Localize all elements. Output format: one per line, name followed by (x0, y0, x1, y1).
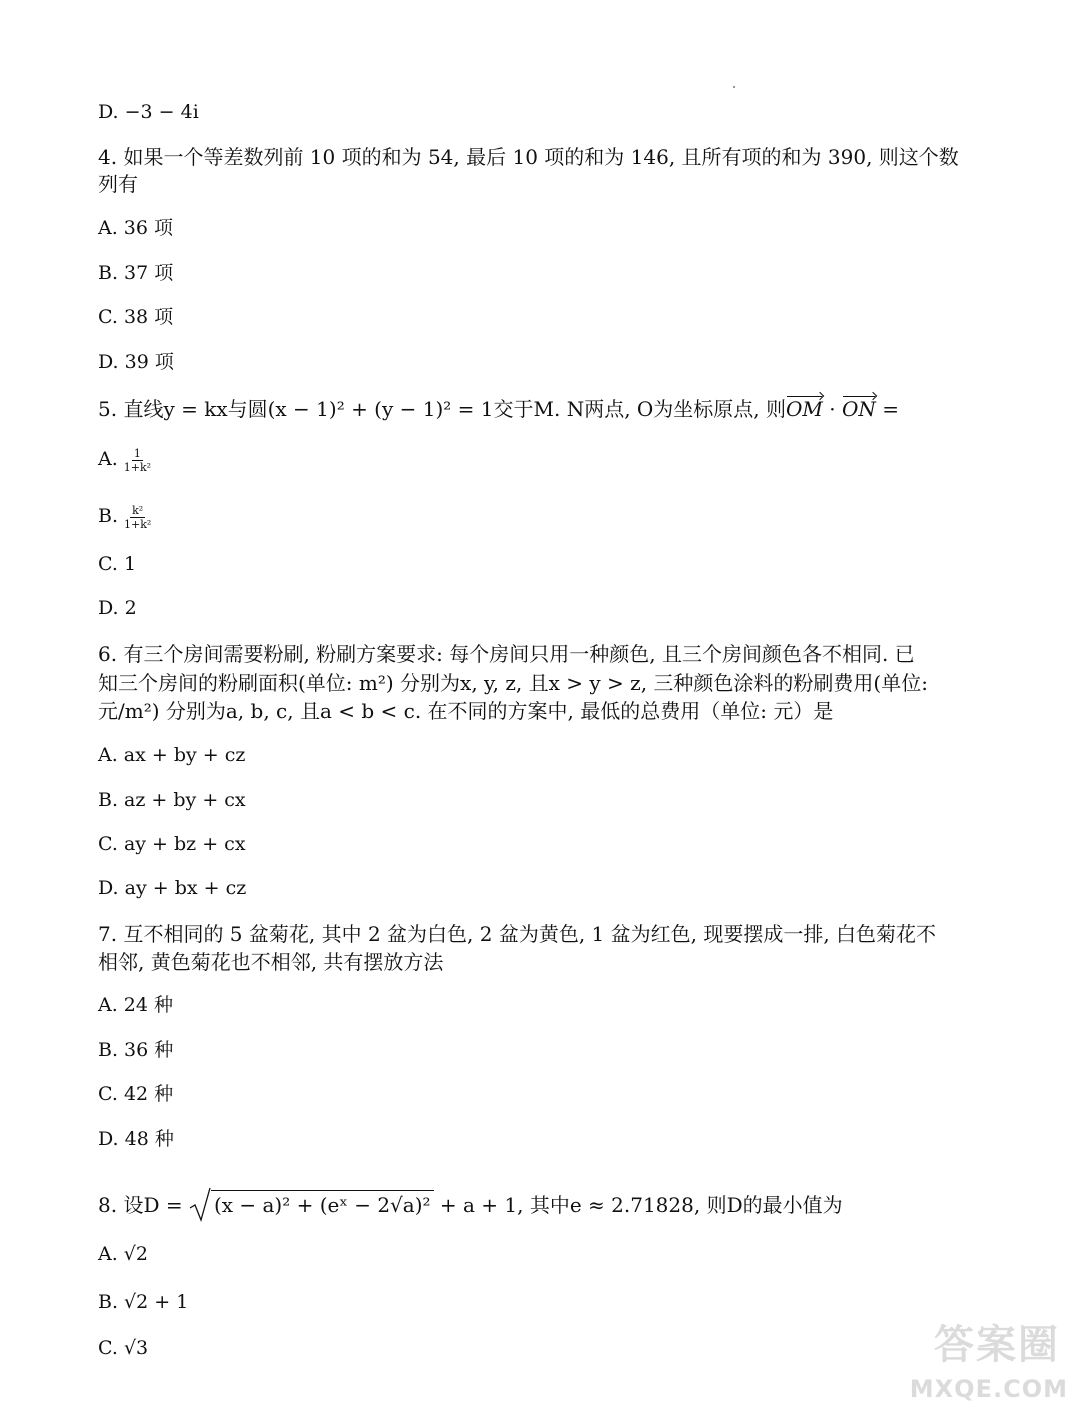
vector-om: OM (786, 397, 823, 421)
option-6a: A. ax + by + cz (98, 744, 246, 766)
option-8a: A. √2 (98, 1243, 148, 1265)
question-6-line-2: 知三个房间的粉刷面积(单位: m²) 分别为x, y, z, 且x > y > z, 三种颜色涂料的粉刷费用(单位: (98, 671, 928, 695)
option-6d: D. ay + bx + cz (98, 877, 247, 899)
option-5c: C. 1 (98, 553, 137, 575)
option-5a (98, 445, 153, 474)
dot-operator: · (822, 397, 842, 421)
question-8 (98, 1186, 843, 1222)
option-7a: A. 24 种 (98, 994, 174, 1016)
question-8-suffix: + a + 1, 其中e ≈ 2.71828, 则D的最小值为 (439, 1193, 843, 1217)
option-7b: B. 36 种 (98, 1039, 174, 1061)
question-7-line-2: 相邻, 黄色菊花也不相邻, 共有摆放方法 (98, 950, 444, 974)
fraction-5b (122, 504, 153, 531)
option-4a: A. 36 项 (98, 217, 174, 239)
vector-on: ON (841, 397, 876, 421)
option-6c: C. ay + bz + cx (98, 833, 246, 855)
watermark-text-url: MXQE.COM (909, 1375, 1068, 1403)
option-4d: D. 39 项 (98, 351, 174, 373)
watermark-text-cn: 答案圈 (934, 1322, 1060, 1368)
option-5a-label: A. (98, 448, 118, 470)
question-4-line-1: 4. 如果一个等差数列前 10 项的和为 54, 最后 10 项的和为 146, 且所有项的和为 390, 则这个数 (98, 145, 959, 169)
option-5b-label: B. (98, 505, 119, 527)
question-6-line-1: 6. 有三个房间需要粉刷, 粉刷方案要求: 每个房间只用一种颜色, 且三个房间颜色各不相同. 已 (98, 642, 915, 666)
stray-dot (733, 86, 735, 88)
option-8c: C. √3 (98, 1337, 149, 1359)
equals-sign: = (875, 397, 900, 421)
option-4b: B. 37 项 (98, 262, 174, 284)
option-7d: D. 48 种 (98, 1128, 174, 1150)
option-4c: C. 38 项 (98, 306, 174, 328)
question-6-line-3: 元/m²) 分别为a, b, c, 且a < b < c. 在不同的方案中, 最低的总费用（单位: 元）是 (98, 699, 834, 723)
option-3d: D. −3 − 4i (98, 101, 199, 123)
question-4-line-2: 列有 (98, 172, 138, 196)
option-8b: B. √2 + 1 (98, 1291, 189, 1313)
radicand: (x − a)² + (eˣ − 2√a)² (211, 1190, 434, 1217)
square-root-expression (189, 1186, 434, 1222)
fraction-5b-numerator: k² (132, 503, 144, 517)
watermark-logo (888, 1313, 1068, 1403)
fraction-5a (122, 447, 153, 474)
radical-sign-icon (189, 1186, 211, 1222)
fraction-5a-numerator: 1 (133, 446, 141, 460)
fraction-5a-denominator: 1+k² (123, 460, 152, 474)
option-5b (98, 502, 153, 531)
question-5-text: 5. 直线y = kx与圆(x − 1)² + (y − 1)² = 1交于M. N两点, O为坐标原点, 则 (98, 397, 787, 421)
question-5 (98, 395, 899, 423)
option-5d: D. 2 (98, 597, 137, 619)
question-8-prefix: 8. 设D = (98, 1193, 183, 1217)
fraction-5b-denominator: 1+k² (124, 517, 152, 531)
option-7c: C. 42 种 (98, 1083, 174, 1105)
option-6b: B. az + by + cx (98, 789, 246, 811)
question-7-line-1: 7. 互不相同的 5 盆菊花, 其中 2 盆为白色, 2 盆为黄色, 1 盆为红色, 现要摆成一排, 白色菊花不 (98, 922, 937, 946)
